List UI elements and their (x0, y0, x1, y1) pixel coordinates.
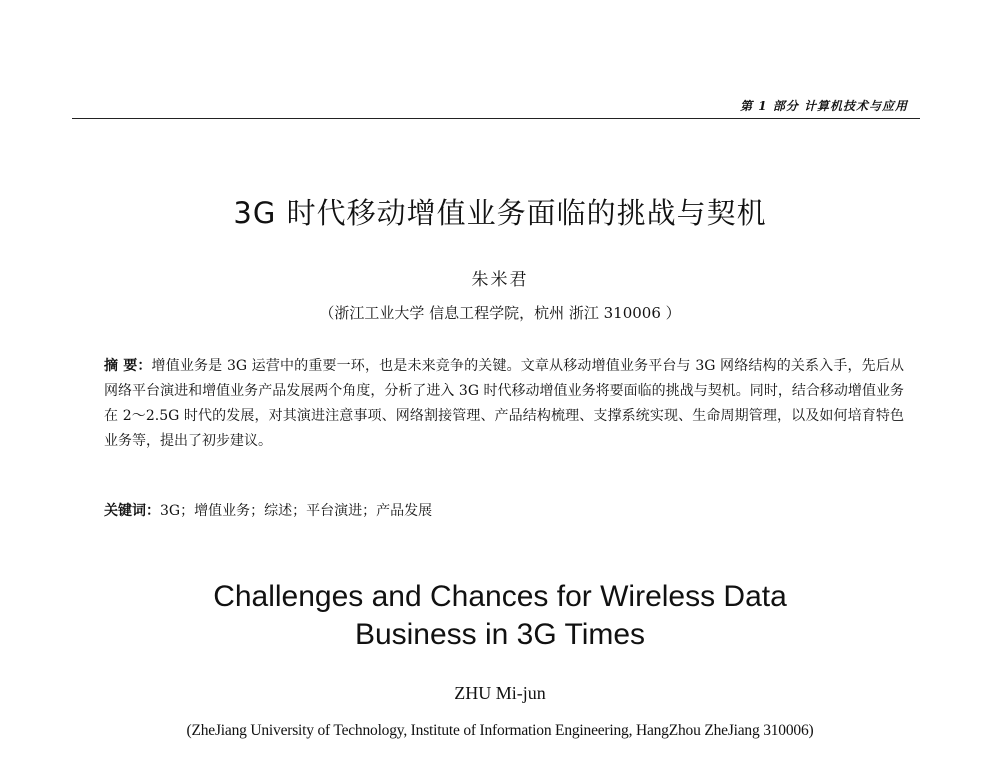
english-title-line-1: Challenges and Chances for Wireless Data (213, 580, 787, 613)
running-header: 第 1 部分 计算机技术与应用 (740, 99, 908, 113)
chinese-keywords (104, 500, 904, 520)
abstract-text: 增值业务是 3G 运营中的重要一环，也是未来竞争的关键。文章从移动增值业务平台与 3G 网络结构的关系入手，先后从网络平台演进和增值业务产品发展两个角度，分析了进入 3G 时代移动增值业务将要面临的挑战与契机。同时，结合移动增值业务在 2～2.5G 时代的发展，对其演进注意事项、网络割接管理、产品结构梳理、支撑系统实现、生命周期管理，以及如何培育特色业务等，提出了初步建议。 (104, 358, 904, 449)
chinese-affiliation: （浙江工业大学 信息工程学院，杭州 浙江 310006 ） (319, 304, 681, 322)
header-rule (72, 118, 920, 119)
chinese-author: 朱米君 (471, 270, 529, 290)
keywords-label: 关键词： (104, 503, 160, 519)
keywords-text: 3G；增值业务；综述；平台演进；产品发展 (160, 503, 433, 519)
english-title-line-2: Business in 3G Times (354, 618, 646, 651)
english-title (0, 578, 1000, 654)
abstract-label: 摘 要： (104, 358, 152, 374)
english-author: ZHU Mi-jun (454, 683, 546, 703)
english-affiliation: (ZheJiang University of Technology, Institute of Information Engineering, HangZhou ZheJiang 310006) (186, 722, 814, 739)
chinese-title: 3G 时代移动增值业务面临的挑战与契机 (233, 196, 767, 230)
chinese-abstract (104, 354, 904, 454)
